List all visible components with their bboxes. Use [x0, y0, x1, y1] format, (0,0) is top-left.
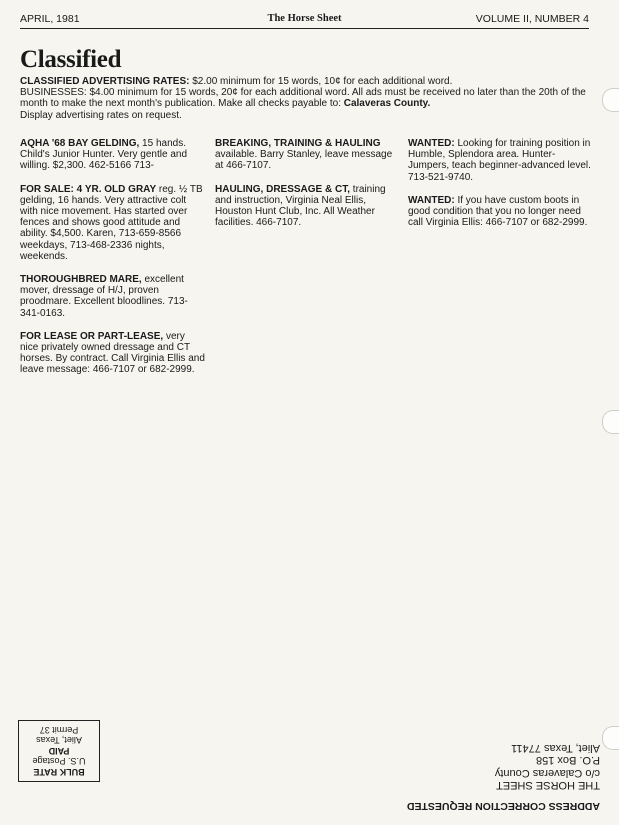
ad-heading: WANTED:: [408, 138, 455, 149]
binder-hole: [602, 410, 619, 434]
binder-hole: [602, 88, 619, 112]
classified-ad: [20, 184, 205, 262]
ad-body: If you have custom boots in good condition that you no longer need call Virginia Ellis: 466-7107 or 682-2999.: [408, 194, 588, 229]
rates-block: [20, 76, 595, 121]
ad-heading: BREAKING, TRAINING & HAULING: [215, 138, 381, 149]
classified-ad: [215, 138, 400, 172]
ad-body: 15 hands. Child's Junior Hunter. Very gentle and willing. $2,300. 462-5166 713-: [20, 138, 188, 172]
classified-ad: [215, 184, 400, 229]
page-header: [20, 10, 589, 29]
classified-ad: [20, 274, 205, 319]
ads-column-2: [215, 138, 400, 240]
mailer-city: Aliet, Texas 77411: [511, 742, 600, 754]
classified-ad: [408, 138, 593, 183]
rates-line-2: [20, 87, 595, 109]
rates-label: CLASSIFIED ADVERTISING RATES:: [20, 76, 190, 87]
classified-ad: [20, 138, 205, 172]
permit-paid: PAID: [48, 746, 70, 756]
ad-body: very nice privately owned dressage and CT horses. By contract. Call Virginia Ellis and leave message: 466-7107 or 682-2999.: [20, 330, 205, 376]
ads-column-3: [408, 138, 593, 240]
mailing-address-block: [390, 702, 600, 812]
ad-heading: WANTED:: [408, 194, 455, 206]
section-title: Classified: [20, 46, 122, 73]
address-correction-notice: ADDRESS CORRECTION REQUESTED: [406, 800, 600, 812]
ad-body: excellent mover, dressage of H/J, proven proodmare. Excellent bloodlines. 713-341-0163.: [20, 274, 188, 319]
binder-hole: [602, 726, 619, 750]
rates-text-1: $2.00 minimum for 15 words, 10¢ for each additional word.: [189, 76, 453, 87]
issue-date: APRIL, 1981: [20, 13, 80, 25]
mailer-box: P.O. Box 158: [535, 754, 600, 767]
rates-line-1: [20, 76, 595, 87]
ad-heading: HAULING, DRESSAGE & CT,: [215, 183, 351, 195]
rates-text-3: Display advertising rates on request.: [20, 109, 182, 121]
ad-heading: AQHA '68 BAY GELDING,: [20, 138, 140, 149]
mailer-careof: c/o Calaveras County: [494, 767, 600, 779]
permit-number: Permit 37: [39, 725, 79, 735]
classified-ad: [408, 195, 593, 229]
postage-permit-box: [18, 720, 100, 782]
permit-city: Aliet, Texas: [36, 735, 82, 746]
ads-column-1: [20, 138, 205, 388]
ad-heading: FOR SALE: 4 YR. OLD GRAY: [20, 183, 157, 195]
payable-to: Calaveras County.: [343, 98, 431, 110]
classified-ad: [20, 331, 205, 376]
permit-postage: U.S. Postage: [32, 756, 86, 767]
volume-number: VOLUME II, NUMBER 4: [475, 13, 589, 25]
ad-body: Looking for training position in Humble, Splendora area. Hunter-Jumpers, teach beginner-advanced level. 713-521-9740.: [408, 138, 591, 183]
ad-body: available. Barry Stanley, leave message at 466-7107.: [215, 149, 393, 172]
rates-line-3: [20, 110, 595, 121]
ad-body: reg. ½ TB gelding, 16 hands. Very attractive colt with nice movement. Has started over fences and shows good attitude and ability. $4,500. Karen, 713-659-8566 weekdays, 713-468-2336 nights, weekends.: [20, 183, 203, 262]
ad-heading: FOR LEASE OR PART-LEASE,: [20, 330, 164, 342]
publication-name: The Horse Sheet: [267, 13, 342, 24]
permit-bulk-rate: BULK RATE: [33, 767, 85, 777]
ad-heading: THOROUGHBRED MARE,: [20, 274, 142, 286]
mailer-name: THE HORSE SHEET: [496, 779, 600, 792]
rates-text-2: BUSINESSES: $4.00 minimum for 15 words, 20¢ for each additional word. All ads must be received no later than the 20th of the month to make the next month's publication. Make all checks payable to:: [20, 87, 586, 110]
ad-body: training and instruction, Virginia Neal Ellis, Houston Hunt Club, Inc. All Weather facilities. 466-7107.: [215, 183, 386, 229]
